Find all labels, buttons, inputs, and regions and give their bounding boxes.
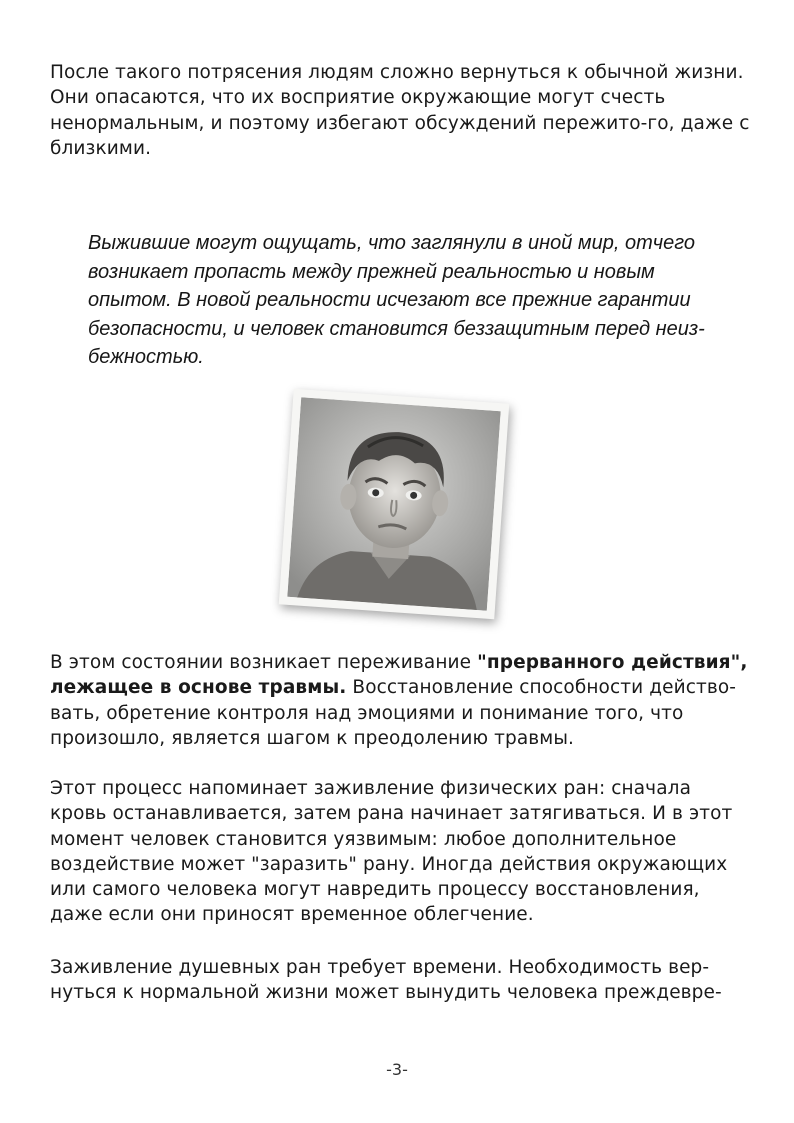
paragraph-interrupted-action [50, 650, 750, 751]
paragraph-intro: После такого потрясения людям сложно вернуться к обычной жизни. Они опасаются, что их восприятие окружающие могут счесть ненормальным, и поэтому избегают обсуждений пережито-го, даже с близкими. [50, 62, 750, 159]
quote-block: Выжившие могут ощущать, что заглянули в иной мир, отчего возникает пропасть между прежней реальностью и новым опытом. В новой реальности исчезают все прежние гарантии безопасности, и человек становится беззащитным перед неиз-бежностью. [88, 232, 705, 369]
paragraph-text: В этом состоянии возникает переживание [50, 652, 478, 673]
paragraph-time: Заживление душевных ран требует времени. Необходимость вер-нуться к нормальной жизни может вынудить человека преждевре- [50, 957, 722, 1004]
page-number: -3- [386, 1060, 408, 1079]
portrait-image [287, 397, 500, 610]
paragraph-text: Восстановление способности действо-вать, обретение контроля над эмоциями и понимание того, что произошло, является шагом к преодолению травмы. [50, 677, 737, 749]
paragraph-healing: Этот процесс напоминает заживление физических ран: сначала кровь останавливается, затем рана начинает затягиваться. И в этот момент человек становится уязвимым: любое дополнительное воздействие может "заразить" рану. Иногда действия окружающих или самого человека могут навредить процессу восстановления, даже если они приносят временное облегчение. [50, 778, 733, 926]
boy-photo [279, 389, 510, 620]
emphasis-text: "прерванного действия", лежащее в основе травмы. [50, 652, 748, 699]
